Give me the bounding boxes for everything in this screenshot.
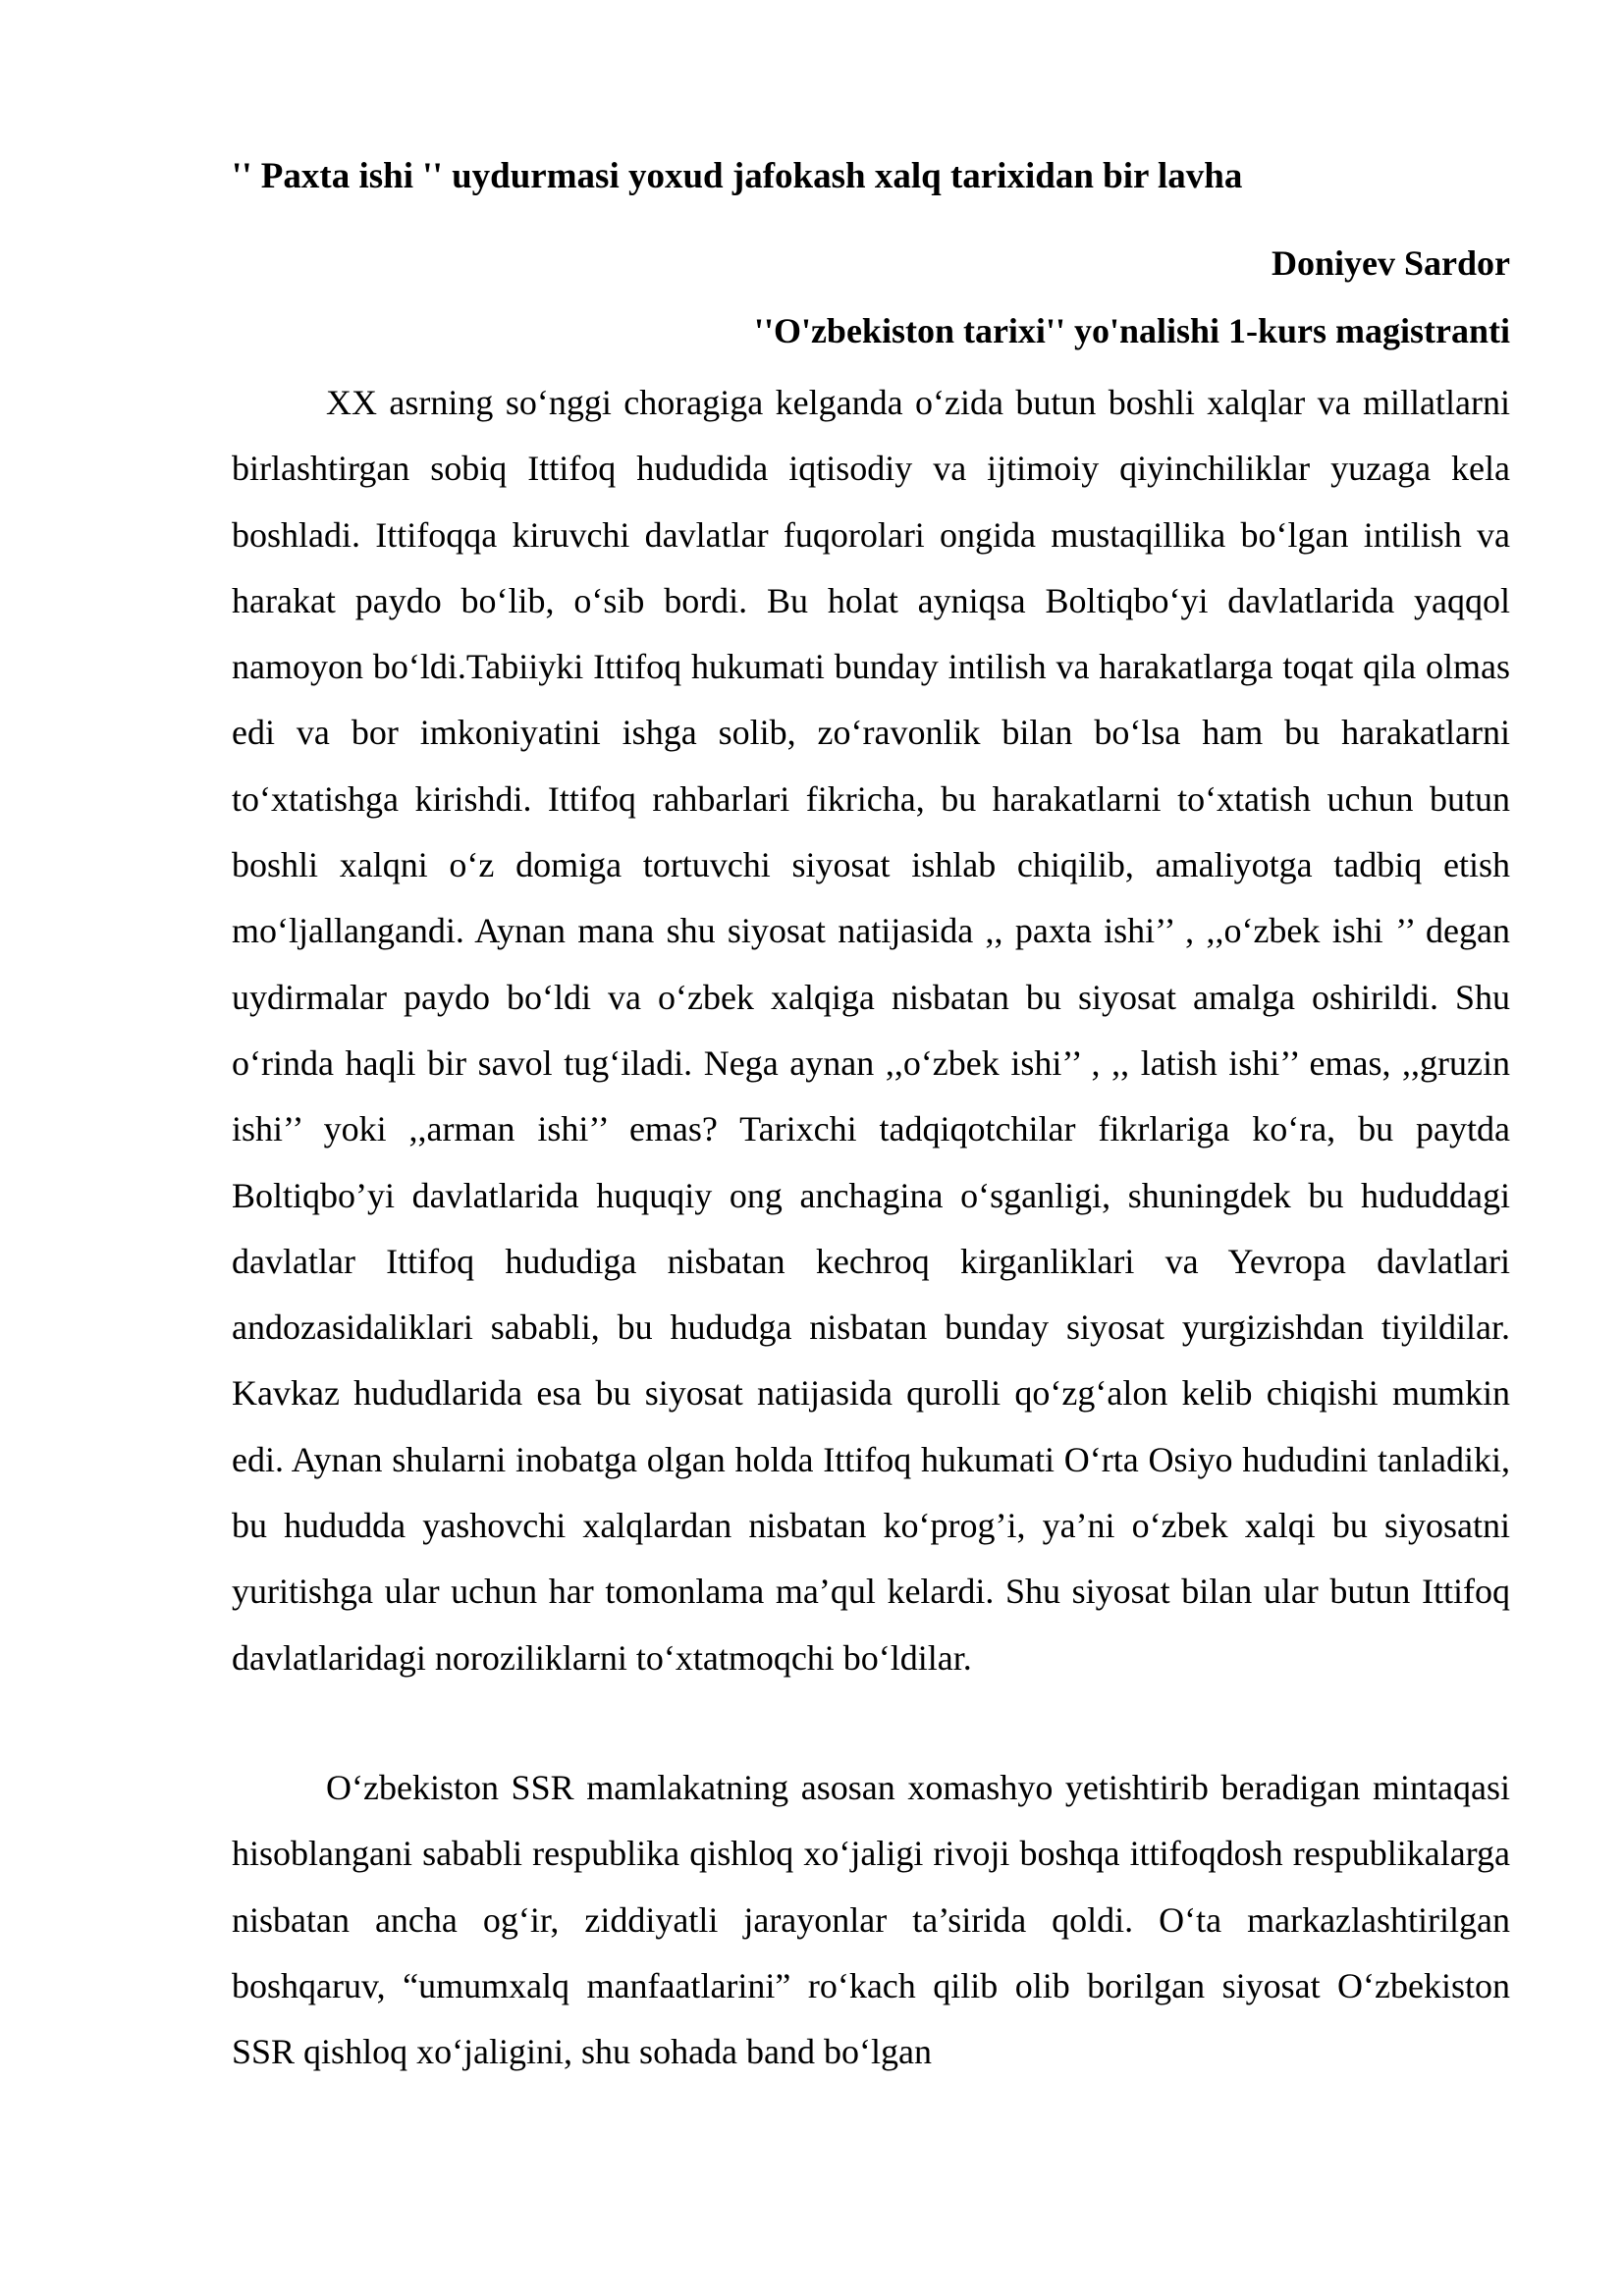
body-paragraph: O‘zbekiston SSR mamlakatning asosan xomashyo yetishtirib beradigan mintaqasi hisoblangani sababli respublika qishloq xo‘jaligi rivoji boshqa ittifoqdosh respublikalarga nisbatan ancha og‘ir, ziddiyatli jarayonlar ta’sirida qoldi. O‘ta markazlashtirilgan boshqaruv, “umumxalq manfaatlarini” ro‘kach qilib olib borilgan siyosat O‘zbekiston SSR qishloq xo‘jaligini, shu sohada band bo‘lgan (232, 1768, 1510, 2072)
body-paragraph: XX asrning so‘nggi choragiga kelganda o‘zida butun boshli xalqlar va millatlarni birlashtirgan sobiq Ittifoq hududida iqtisodiy va ijtimoiy qiyinchiliklar yuzaga kela boshladi. Ittifoqqa kiruvchi davlatlar fuqorolari ongida mustaqillika bo‘lgan intilish va harakat paydo bo‘lib, o‘sib bordi. Bu holat ayniqsa Boltiqbo‘yi davlatlarida yaqqol namoyon bo‘ldi.Tabiiyki Ittifoq hukumati bunday intilish va harakatlarga toqat qila olmas edi va bor imkoniyatini ishga solib, zo‘ravonlik bilan bo‘lsa ham bu harakatlarni to‘xtatishga kirishdi. Ittifoq rahbarlari fikricha, bu harakatlarni to‘xtatish uchun butun boshli xalqni o‘z domiga tortuvchi siyosat ishlab chiqilib, amaliyotga tadbiq etish mo‘ljallangandi. Aynan mana shu siyosat natijasida ,, paxta ishi’’ , ,,o‘zbek ishi ’’ degan uydirmalar paydo bo‘ldi va o‘zbek xalqiga nisbatan bu siyosat amalga oshirildi. Shu o‘rinda haqli bir savol tug‘iladi. Nega aynan ,,o‘zbek ishi’’ , ,, latish ishi’’ emas, ,,gruzin ishi’’ yoki ,,arman ishi’’ emas? Tarixchi tadqiqotchilar fikrlariga ko‘ra, bu paytda Boltiqbo’yi davlatlarida huquqiy ong anchagina o‘sganligi, shuningdek bu hududdagi davlatlar Ittifoq hududiga nisbatan kechroq kirganliklari va Yevropa davlatlari andozasidaliklari sababli, bu hududga nisbatan bunday siyosat yurgizishdan tiyildilar. Kavkaz hududlarida esa bu siyosat natijasida qurolli qo‘zg‘alon kelib chiqishi mumkin edi. Aynan shularni inobatga olgan holda Ittifoq hukumati O‘rta Osiyo hududini tanladiki, bu hududda yashovchi xalqlardan nisbatan ko‘prog’i, ya’ni o‘zbek xalqi bu siyosatni yuritishga ular uchun har tomonlama ma’qul kelardi. Shu siyosat bilan ular butun Ittifoq davlatlaridagi noroziliklarni to‘xtatmoqchi bo‘ldilar. (232, 383, 1510, 1678)
author-name: Doniyev Sardor (1272, 243, 1510, 283)
author-affiliation: ''O'zbekiston tarixi'' yo'nalishi 1-kurs magistranti (753, 311, 1510, 350)
document-title: '' Paxta ishi '' uydurmasi yoxud jafokash xalq tarixidan bir lavha (232, 156, 1243, 196)
